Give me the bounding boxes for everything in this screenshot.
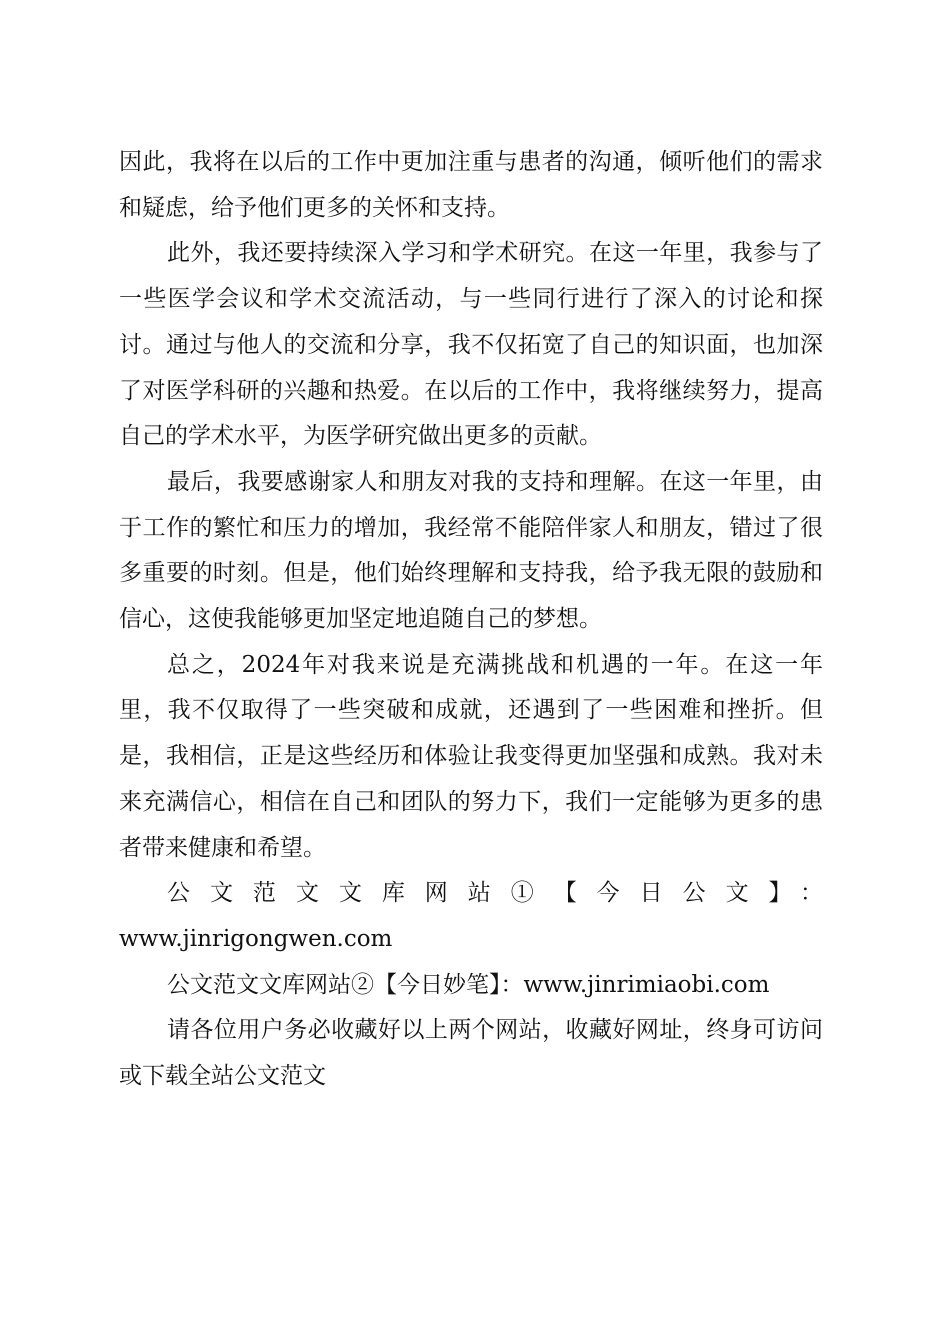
site1-label: 公文范文文库网站①【今日公文】： <box>167 880 823 907</box>
paragraph-patient-communication: 因此，我将在以后的工作中更加注重与患者的沟通，倾听他们的需求和疑虑，给予他们更多的关怀和支持。 <box>119 149 823 221</box>
paragraph-academic-research: 此外，我还要持续深入学习和学术研究。在这一年里，我参与了一些医学会议和学术交流活动，与一些同行进行了深入的讨论和探讨。通过与他人的交流和分享，我不仅拓宽了自己的知识面，也加深了对医学科研的兴趣和热爱。在以后的工作中，我将继续努力，提高自己的学术水平，为医学研究做出更多的贡献。 <box>119 240 823 450</box>
site2-line: 公文范文文库网站②【今日妙笔】：www.jinrimiaobi.com <box>167 971 770 998</box>
paragraph-conclusion: 总之，2024年对我来说是充满挑战和机遇的一年。在这一年里，我不仅取得了一些突破和成就，还遇到了一些困难和挫折。但是，我相信，正是这些经历和体验让我变得更加坚强和成熟。我对未来充满信心，相信在自己和团队的努力下，我们一定能够为更多的患者带来健康和希望。 <box>119 651 823 861</box>
bookmark-notice: 请各位用户务必收藏好以上两个网站，收藏好网址，终身可访问或下载全站公文范文 <box>119 1017 823 1090</box>
site1-url: www.jinrigongwen.com <box>119 925 393 952</box>
paragraph-family-thanks: 最后，我要感谢家人和朋友对我的支持和理解。在这一年里，由于工作的繁忙和压力的增加，我经常不能陪伴家人和朋友，错过了很多重要的时刻。但是，他们始终理解和支持我，给予我无限的鼓励和信心，这使我能够更加坚定地追随自己的梦想。 <box>119 468 823 633</box>
document-page <box>119 140 823 1100</box>
